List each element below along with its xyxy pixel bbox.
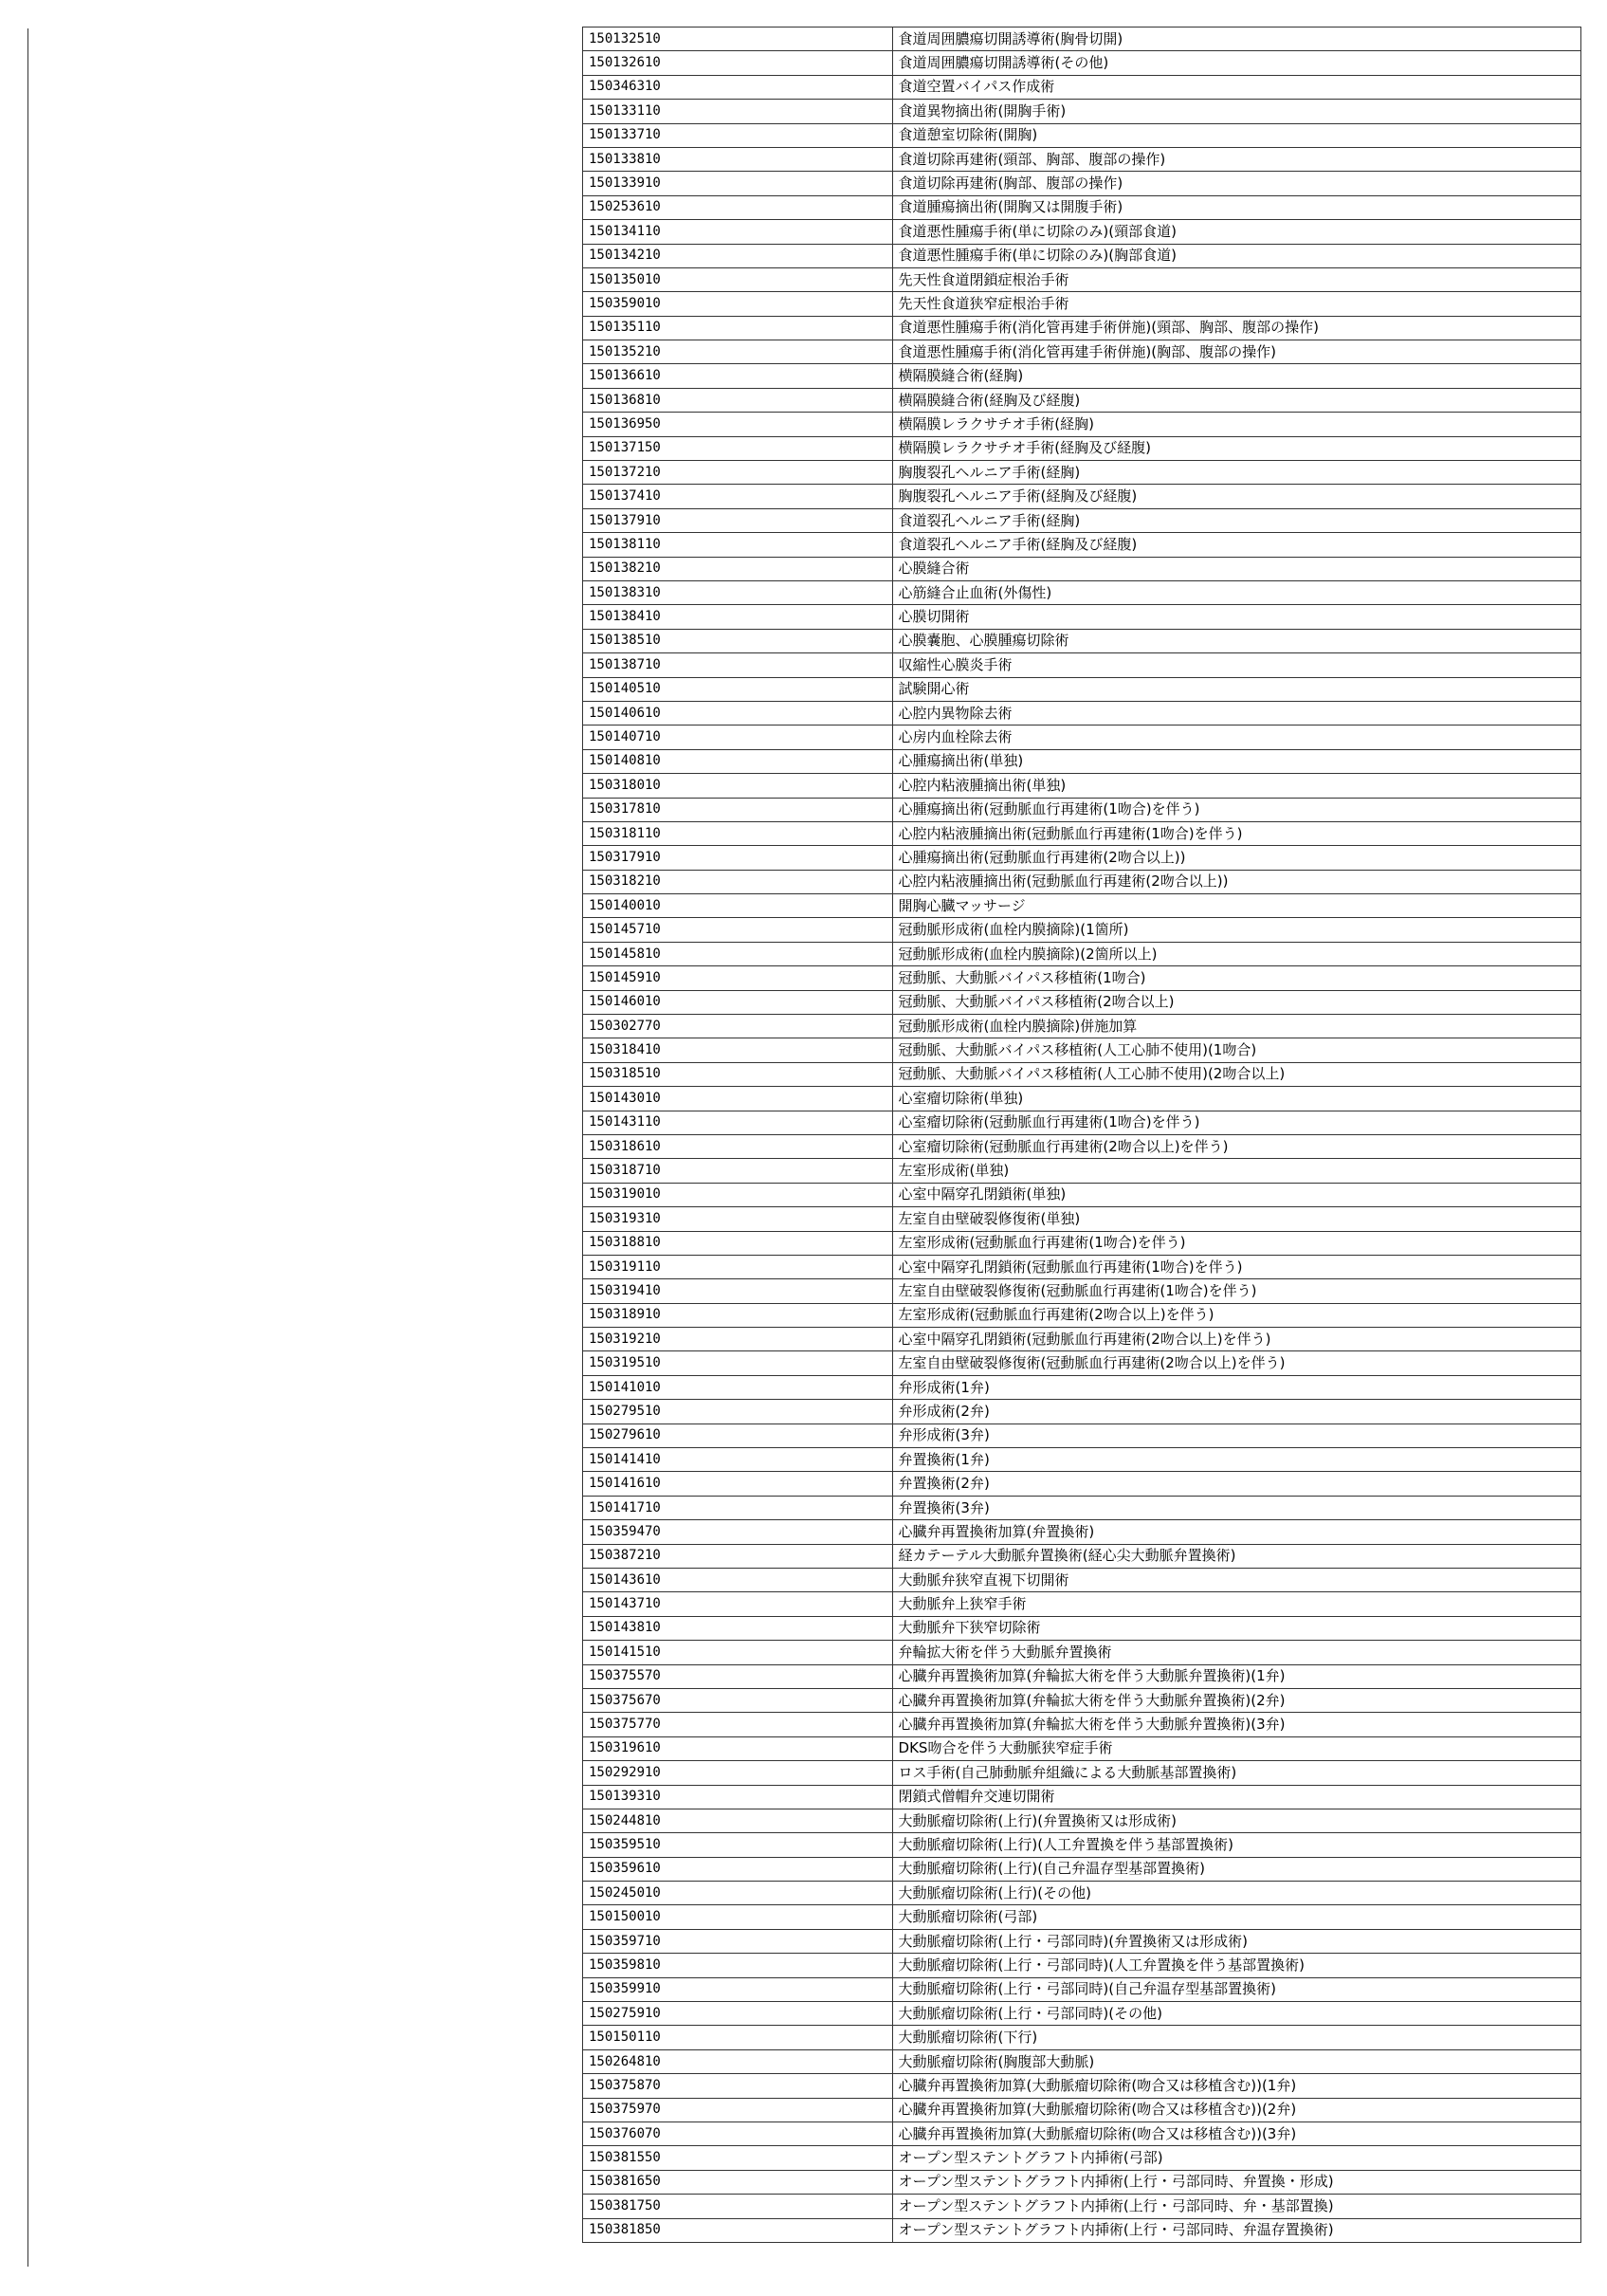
procedure-code-cell: 150138410 xyxy=(583,605,893,629)
procedure-name-cell: 食道悪性腫瘍手術(消化管再建手術併施)(頸部、胸部、腹部の操作) xyxy=(892,316,1580,340)
table-row xyxy=(583,1424,1581,1447)
table-row xyxy=(583,701,1581,725)
procedure-code-cell: 150244810 xyxy=(583,1809,893,1832)
procedure-code-cell: 150136810 xyxy=(583,388,893,412)
procedure-code-cell: 150145810 xyxy=(583,942,893,965)
procedure-code-cell: 150359710 xyxy=(583,1929,893,1953)
procedure-code-cell: 150140010 xyxy=(583,894,893,918)
procedure-code-cell: 150138510 xyxy=(583,629,893,652)
table-row xyxy=(583,1375,1581,1399)
table-row xyxy=(583,1664,1581,1688)
procedure-name-cell: 冠動脈、大動脈バイパス移植術(2吻合以上) xyxy=(892,990,1580,1014)
procedure-code-cell: 150143810 xyxy=(583,1616,893,1640)
table-row xyxy=(583,292,1581,316)
procedure-code-cell: 150137410 xyxy=(583,485,893,508)
table-row xyxy=(583,629,1581,652)
procedure-code-cell: 150136610 xyxy=(583,364,893,388)
procedure-code-cell: 150137210 xyxy=(583,461,893,485)
procedure-code-cell: 150319310 xyxy=(583,1207,893,1231)
procedure-name-cell: 横隔膜縫合術(経胸及び経腹) xyxy=(892,388,1580,412)
procedure-code-cell: 150318910 xyxy=(583,1303,893,1327)
procedure-name-cell: 心臓弁再置換術加算(弁輪拡大術を伴う大動脈弁置換術)(3弁) xyxy=(892,1713,1580,1736)
procedure-name-cell: 心腔内粘液腫摘出術(冠動脈血行再建術(1吻合)を伴う) xyxy=(892,821,1580,845)
procedure-code-cell: 150140610 xyxy=(583,701,893,725)
procedure-code-cell: 150359470 xyxy=(583,1520,893,1544)
procedure-code-cell: 150132510 xyxy=(583,28,893,51)
procedure-code-cell: 150141710 xyxy=(583,1496,893,1519)
procedure-code-table xyxy=(582,27,1581,2243)
table-row xyxy=(583,1111,1581,1134)
procedure-name-cell: 弁輪拡大術を伴う大動脈弁置換術 xyxy=(892,1641,1580,1664)
procedure-name-cell: 食道腫瘍摘出術(開胸又は開腹手術) xyxy=(892,195,1580,219)
table-row xyxy=(583,580,1581,604)
procedure-code-cell: 150318610 xyxy=(583,1134,893,1158)
procedure-code-cell: 150143610 xyxy=(583,1569,893,1592)
table-row xyxy=(583,1328,1581,1351)
procedure-name-cell: 弁形成術(2弁) xyxy=(892,1400,1580,1424)
procedure-name-cell: 左室自由壁破裂修復術(冠動脈血行再建術(2吻合以上)を伴う) xyxy=(892,1351,1580,1375)
procedure-name-cell: 食道周囲膿瘍切開誘導術(その他) xyxy=(892,51,1580,75)
table-row xyxy=(583,1833,1581,1857)
procedure-code-cell: 150319410 xyxy=(583,1279,893,1303)
table-row xyxy=(583,1472,1581,1496)
table-row xyxy=(583,774,1581,798)
procedure-code-cell: 150346310 xyxy=(583,75,893,99)
table-row xyxy=(583,244,1581,267)
table-row xyxy=(583,2195,1581,2218)
procedure-name-cell: 心膜嚢胞、心膜腫瘍切除術 xyxy=(892,629,1580,652)
procedure-code-cell: 150132610 xyxy=(583,51,893,75)
procedure-name-cell: 冠動脈形成術(血栓内膜摘除)併施加算 xyxy=(892,1015,1580,1038)
procedure-name-cell: 大動脈瘤切除術(上行・弓部同時)(その他) xyxy=(892,2002,1580,2026)
table-row xyxy=(583,1087,1581,1111)
procedure-name-cell: 心膜切開術 xyxy=(892,605,1580,629)
table-row xyxy=(583,1448,1581,1472)
procedure-code-cell: 150137150 xyxy=(583,436,893,460)
procedure-name-cell: 弁形成術(3弁) xyxy=(892,1424,1580,1447)
table-row xyxy=(583,870,1581,893)
procedure-name-cell: 大動脈瘤切除術(上行)(弁置換術又は形成術) xyxy=(892,1809,1580,1832)
table-row xyxy=(583,1134,1581,1158)
procedure-name-cell: オープン型ステントグラフト内挿術(弓部) xyxy=(892,2146,1580,2170)
procedure-code-cell: 150319110 xyxy=(583,1255,893,1278)
procedure-name-cell: 大動脈瘤切除術(上行・弓部同時)(自己弁温存型基部置換術) xyxy=(892,1977,1580,2001)
table-row xyxy=(583,1015,1581,1038)
procedure-name-cell: 開胸心臓マッサージ xyxy=(892,894,1580,918)
table-row xyxy=(583,147,1581,171)
procedure-code-cell: 150359910 xyxy=(583,1977,893,2001)
procedure-code-cell: 150318210 xyxy=(583,870,893,893)
procedure-name-cell: 左室形成術(冠動脈血行再建術(1吻合)を伴う) xyxy=(892,1231,1580,1255)
procedure-code-cell: 150375870 xyxy=(583,2074,893,2098)
table-row xyxy=(583,388,1581,412)
table-row xyxy=(583,1857,1581,1881)
procedure-name-cell: 心臓弁再置換術加算(大動脈瘤切除術(吻合又は移植含む))(1弁) xyxy=(892,2074,1580,2098)
table-row xyxy=(583,1400,1581,1424)
procedure-name-cell: 大動脈瘤切除術(上行)(自己弁温存型基部置換術) xyxy=(892,1857,1580,1881)
table-row xyxy=(583,1207,1581,1231)
procedure-name-cell: DKS吻合を伴う大動脈狭窄症手術 xyxy=(892,1736,1580,1760)
procedure-code-cell: 150317910 xyxy=(583,846,893,870)
procedure-code-cell: 150359010 xyxy=(583,292,893,316)
table-row xyxy=(583,1159,1581,1183)
procedure-name-cell: 左室自由壁破裂修復術(冠動脈血行再建術(1吻合)を伴う) xyxy=(892,1279,1580,1303)
table-row xyxy=(583,1183,1581,1206)
procedure-name-cell: オープン型ステントグラフト内挿術(上行・弓部同時、弁置換・形成) xyxy=(892,2170,1580,2194)
table-row xyxy=(583,2074,1581,2098)
procedure-name-cell: 心腔内粘液腫摘出術(単独) xyxy=(892,774,1580,798)
table-row xyxy=(583,1736,1581,1760)
procedure-code-cell: 150140810 xyxy=(583,749,893,773)
table-row xyxy=(583,798,1581,821)
procedure-code-cell: 150381650 xyxy=(583,2170,893,2194)
procedure-name-cell: 心房内血栓除去術 xyxy=(892,726,1580,749)
table-row xyxy=(583,485,1581,508)
procedure-code-cell: 150134110 xyxy=(583,220,893,244)
procedure-code-cell: 150135210 xyxy=(583,340,893,364)
procedure-name-cell: 胸腹裂孔ヘルニア手術(経胸) xyxy=(892,461,1580,485)
table-row xyxy=(583,2026,1581,2049)
procedure-name-cell: 弁置換術(2弁) xyxy=(892,1472,1580,1496)
table-row xyxy=(583,653,1581,677)
table-row xyxy=(583,1905,1581,1929)
procedure-name-cell: 食道裂孔ヘルニア手術(経胸及び経腹) xyxy=(892,533,1580,557)
procedure-code-cell: 150138710 xyxy=(583,653,893,677)
procedure-code-cell: 150318510 xyxy=(583,1062,893,1086)
procedure-code-cell: 150359510 xyxy=(583,1833,893,1857)
table-row xyxy=(583,2122,1581,2145)
procedure-name-cell: 食道空置バイパス作成術 xyxy=(892,75,1580,99)
procedure-code-cell: 150146010 xyxy=(583,990,893,1014)
procedure-code-cell: 150137910 xyxy=(583,508,893,532)
procedure-code-cell: 150387210 xyxy=(583,1544,893,1568)
procedure-code-cell: 150381850 xyxy=(583,2218,893,2242)
procedure-name-cell: 心筋縫合止血術(外傷性) xyxy=(892,580,1580,604)
table-row xyxy=(583,1520,1581,1544)
procedure-code-cell: 150143110 xyxy=(583,1111,893,1134)
table-row xyxy=(583,1255,1581,1278)
procedure-code-cell: 150318110 xyxy=(583,821,893,845)
procedure-code-cell: 150359610 xyxy=(583,1857,893,1881)
procedure-code-cell: 150292910 xyxy=(583,1761,893,1785)
procedure-name-cell: 食道憩室切除術(開胸) xyxy=(892,123,1580,147)
procedure-name-cell: ロス手術(自己肺動脈弁組織による大動脈基部置換術) xyxy=(892,1761,1580,1785)
table-row xyxy=(583,1713,1581,1736)
procedure-name-cell: 大動脈弁狭窄直視下切開術 xyxy=(892,1569,1580,1592)
procedure-code-cell: 150143710 xyxy=(583,1592,893,1616)
table-row xyxy=(583,75,1581,99)
procedure-code-cell: 150375770 xyxy=(583,1713,893,1736)
procedure-code-cell: 150139310 xyxy=(583,1785,893,1809)
procedure-name-cell: 心臓弁再置換術加算(弁輪拡大術を伴う大動脈弁置換術)(1弁) xyxy=(892,1664,1580,1688)
table-row xyxy=(583,2218,1581,2242)
table-row xyxy=(583,1954,1581,1977)
table-row xyxy=(583,1809,1581,1832)
table-row xyxy=(583,123,1581,147)
procedure-name-cell: 横隔膜レラクサチオ手術(経胸) xyxy=(892,413,1580,436)
procedure-name-cell: 心腫瘍摘出術(冠動脈血行再建術(2吻合以上)) xyxy=(892,846,1580,870)
procedure-code-cell: 150318710 xyxy=(583,1159,893,1183)
table-row xyxy=(583,821,1581,845)
table-row xyxy=(583,533,1581,557)
table-row xyxy=(583,2002,1581,2026)
procedure-code-cell: 150136950 xyxy=(583,413,893,436)
procedure-name-cell: 大動脈瘤切除術(胸腹部大動脈) xyxy=(892,2049,1580,2073)
table-row xyxy=(583,966,1581,990)
procedure-name-cell: 心室中隔穿孔閉鎖術(冠動脈血行再建術(1吻合)を伴う) xyxy=(892,1255,1580,1278)
procedure-code-cell: 150138210 xyxy=(583,557,893,580)
table-row xyxy=(583,1569,1581,1592)
procedure-code-cell: 150133910 xyxy=(583,172,893,195)
procedure-name-cell: 食道切除再建術(頸部、胸部、腹部の操作) xyxy=(892,147,1580,171)
table-row xyxy=(583,195,1581,219)
procedure-name-cell: 閉鎖式僧帽弁交連切開術 xyxy=(892,1785,1580,1809)
procedure-code-cell: 150279510 xyxy=(583,1400,893,1424)
procedure-code-cell: 150319610 xyxy=(583,1736,893,1760)
procedure-name-cell: 心腫瘍摘出術(冠動脈血行再建術(1吻合)を伴う) xyxy=(892,798,1580,821)
procedure-code-cell: 150264810 xyxy=(583,2049,893,2073)
procedure-code-cell: 150319210 xyxy=(583,1328,893,1351)
procedure-code-cell: 150140710 xyxy=(583,726,893,749)
procedure-code-cell: 150319010 xyxy=(583,1183,893,1206)
procedure-name-cell: 弁形成術(1弁) xyxy=(892,1375,1580,1399)
table-row xyxy=(583,1688,1581,1712)
table-row xyxy=(583,1279,1581,1303)
procedure-code-cell: 150150010 xyxy=(583,1905,893,1929)
procedure-code-cell: 150138110 xyxy=(583,533,893,557)
procedure-code-cell: 150133810 xyxy=(583,147,893,171)
table-row xyxy=(583,1351,1581,1375)
table-row xyxy=(583,1882,1581,1905)
procedure-name-cell: 心室中隔穿孔閉鎖術(冠動脈血行再建術(2吻合以上)を伴う) xyxy=(892,1328,1580,1351)
table-row xyxy=(583,749,1581,773)
procedure-name-cell: 大動脈弁上狭窄手術 xyxy=(892,1592,1580,1616)
procedure-name-cell: 心室中隔穿孔閉鎖術(単独) xyxy=(892,1183,1580,1206)
procedure-name-cell: 心臓弁再置換術加算(大動脈瘤切除術(吻合又は移植含む))(2弁) xyxy=(892,2098,1580,2122)
procedure-code-cell: 150135010 xyxy=(583,267,893,291)
procedure-name-cell: 横隔膜縫合術(経胸) xyxy=(892,364,1580,388)
procedure-name-cell: 心腔内異物除去術 xyxy=(892,701,1580,725)
procedure-name-cell: 冠動脈、大動脈バイパス移植術(人工心肺不使用)(1吻合) xyxy=(892,1038,1580,1062)
table-row xyxy=(583,51,1581,75)
procedure-name-cell: オープン型ステントグラフト内挿術(上行・弓部同時、弁温存置換術) xyxy=(892,2218,1580,2242)
procedure-name-cell: 大動脈瘤切除術(上行・弓部同時)(弁置換術又は形成術) xyxy=(892,1929,1580,1953)
procedure-code-cell: 150145910 xyxy=(583,966,893,990)
procedure-code-cell: 150134210 xyxy=(583,244,893,267)
table-row xyxy=(583,2098,1581,2122)
procedure-code-cell: 150275910 xyxy=(583,2002,893,2026)
table-row xyxy=(583,220,1581,244)
procedure-name-cell: 冠動脈、大動脈バイパス移植術(1吻合) xyxy=(892,966,1580,990)
table-row xyxy=(583,942,1581,965)
procedure-code-cell: 150318810 xyxy=(583,1231,893,1255)
procedure-name-cell: 冠動脈形成術(血栓内膜摘除)(1箇所) xyxy=(892,918,1580,942)
table-row xyxy=(583,508,1581,532)
procedure-code-cell: 150375970 xyxy=(583,2098,893,2122)
table-row xyxy=(583,2170,1581,2194)
procedure-name-cell: 左室形成術(単独) xyxy=(892,1159,1580,1183)
procedure-code-cell: 150381550 xyxy=(583,2146,893,2170)
procedure-name-cell: 食道悪性腫瘍手術(消化管再建手術併施)(胸部、腹部の操作) xyxy=(892,340,1580,364)
procedure-code-cell: 150141010 xyxy=(583,1375,893,1399)
procedure-name-cell: 先天性食道狭窄症根治手術 xyxy=(892,292,1580,316)
procedure-name-cell: 大動脈瘤切除術(上行・弓部同時)(人工弁置換を伴う基部置換術) xyxy=(892,1954,1580,1977)
table-row xyxy=(583,100,1581,123)
procedure-code-cell: 150133710 xyxy=(583,123,893,147)
table-row xyxy=(583,316,1581,340)
table-row xyxy=(583,918,1581,942)
table-row xyxy=(583,1303,1581,1327)
procedure-name-cell: 心腫瘍摘出術(単独) xyxy=(892,749,1580,773)
procedure-name-cell: 胸腹裂孔ヘルニア手術(経胸及び経腹) xyxy=(892,485,1580,508)
procedure-name-cell: 試験開心術 xyxy=(892,677,1580,701)
table-row xyxy=(583,364,1581,388)
procedure-code-cell: 150135110 xyxy=(583,316,893,340)
procedure-code-cell: 150133110 xyxy=(583,100,893,123)
procedure-code-cell: 150150110 xyxy=(583,2026,893,2049)
procedure-name-cell: 弁置換術(1弁) xyxy=(892,1448,1580,1472)
procedure-code-cell: 150253610 xyxy=(583,195,893,219)
table-row xyxy=(583,677,1581,701)
procedure-name-cell: 心臓弁再置換術加算(弁輪拡大術を伴う大動脈弁置換術)(2弁) xyxy=(892,1688,1580,1712)
table-row xyxy=(583,990,1581,1014)
procedure-name-cell: オープン型ステントグラフト内挿術(上行・弓部同時、弁・基部置換) xyxy=(892,2195,1580,2218)
procedure-name-cell: 横隔膜レラクサチオ手術(経胸及び経腹) xyxy=(892,436,1580,460)
table-row xyxy=(583,1616,1581,1640)
procedure-code-cell: 150138310 xyxy=(583,580,893,604)
procedure-code-cell: 150319510 xyxy=(583,1351,893,1375)
procedure-name-cell: 冠動脈、大動脈バイパス移植術(人工心肺不使用)(2吻合以上) xyxy=(892,1062,1580,1086)
procedure-name-cell: 大動脈瘤切除術(上行)(人工弁置換を伴う基部置換術) xyxy=(892,1833,1580,1857)
table-row xyxy=(583,1977,1581,2001)
table-row xyxy=(583,726,1581,749)
table-row xyxy=(583,846,1581,870)
table-row xyxy=(583,1544,1581,1568)
table-row xyxy=(583,1761,1581,1785)
procedure-name-cell: 食道周囲膿瘍切開誘導術(胸骨切開) xyxy=(892,28,1580,51)
procedure-name-cell: 弁置換術(3弁) xyxy=(892,1496,1580,1519)
procedure-name-cell: 心室瘤切除術(冠動脈血行再建術(1吻合)を伴う) xyxy=(892,1111,1580,1134)
procedure-name-cell: 大動脈瘤切除術(弓部) xyxy=(892,1905,1580,1929)
procedure-name-cell: 心膜縫合術 xyxy=(892,557,1580,580)
table-row xyxy=(583,1592,1581,1616)
table-row xyxy=(583,1929,1581,1953)
table-row xyxy=(583,1785,1581,1809)
table-row xyxy=(583,436,1581,460)
table-row xyxy=(583,1062,1581,1086)
table-body xyxy=(583,28,1581,2243)
procedure-code-cell: 150302770 xyxy=(583,1015,893,1038)
table-row xyxy=(583,28,1581,51)
procedure-name-cell: 大動脈弁下狭窄切除術 xyxy=(892,1616,1580,1640)
procedure-name-cell: 食道悪性腫瘍手術(単に切除のみ)(頸部食道) xyxy=(892,220,1580,244)
procedure-name-cell: 大動脈瘤切除術(上行)(その他) xyxy=(892,1882,1580,1905)
table-row xyxy=(583,340,1581,364)
procedure-code-cell: 150141610 xyxy=(583,1472,893,1496)
procedure-code-cell: 150143010 xyxy=(583,1087,893,1111)
procedure-code-cell: 150318410 xyxy=(583,1038,893,1062)
table-row xyxy=(583,605,1581,629)
table-row xyxy=(583,2146,1581,2170)
procedure-name-cell: 左室形成術(冠動脈血行再建術(2吻合以上)を伴う) xyxy=(892,1303,1580,1327)
procedure-name-cell: 冠動脈形成術(血栓内膜摘除)(2箇所以上) xyxy=(892,942,1580,965)
procedure-name-cell: 大動脈瘤切除術(下行) xyxy=(892,2026,1580,2049)
procedure-code-cell: 150381750 xyxy=(583,2195,893,2218)
table-row xyxy=(583,172,1581,195)
procedure-name-cell: 先天性食道閉鎖症根治手術 xyxy=(892,267,1580,291)
procedure-code-cell: 150359810 xyxy=(583,1954,893,1977)
procedure-code-cell: 150141510 xyxy=(583,1641,893,1664)
procedure-name-cell: 左室自由壁破裂修復術(単独) xyxy=(892,1207,1580,1231)
procedure-code-cell: 150245010 xyxy=(583,1882,893,1905)
procedure-code-cell: 150140510 xyxy=(583,677,893,701)
procedure-name-cell: 心臓弁再置換術加算(弁置換術) xyxy=(892,1520,1580,1544)
table-row xyxy=(583,894,1581,918)
procedure-name-cell: 食道切除再建術(胸部、腹部の操作) xyxy=(892,172,1580,195)
table-row xyxy=(583,461,1581,485)
table-row xyxy=(583,1038,1581,1062)
left-margin-rule xyxy=(27,28,28,2267)
table-row xyxy=(583,1496,1581,1519)
procedure-name-cell: 食道悪性腫瘍手術(単に切除のみ)(胸部食道) xyxy=(892,244,1580,267)
procedure-name-cell: 心腔内粘液腫摘出術(冠動脈血行再建術(2吻合以上)) xyxy=(892,870,1580,893)
table-row xyxy=(583,1641,1581,1664)
table-row xyxy=(583,1231,1581,1255)
procedure-name-cell: 心室瘤切除術(単独) xyxy=(892,1087,1580,1111)
procedure-code-cell: 150375670 xyxy=(583,1688,893,1712)
procedure-name-cell: 心臓弁再置換術加算(大動脈瘤切除術(吻合又は移植含む))(3弁) xyxy=(892,2122,1580,2145)
procedure-code-cell: 150141410 xyxy=(583,1448,893,1472)
procedure-code-cell: 150145710 xyxy=(583,918,893,942)
table-row xyxy=(583,267,1581,291)
procedure-code-cell: 150376070 xyxy=(583,2122,893,2145)
procedure-code-cell: 150279610 xyxy=(583,1424,893,1447)
procedure-name-cell: 心室瘤切除術(冠動脈血行再建術(2吻合以上)を伴う) xyxy=(892,1134,1580,1158)
procedure-code-cell: 150317810 xyxy=(583,798,893,821)
procedure-code-cell: 150375570 xyxy=(583,1664,893,1688)
table-row xyxy=(583,413,1581,436)
table-row xyxy=(583,2049,1581,2073)
procedure-name-cell: 経カテーテル大動脈弁置換術(経心尖大動脈弁置換術) xyxy=(892,1544,1580,1568)
procedure-name-cell: 収縮性心膜炎手術 xyxy=(892,653,1580,677)
procedure-code-cell: 150318010 xyxy=(583,774,893,798)
procedure-name-cell: 食道裂孔ヘルニア手術(経胸) xyxy=(892,508,1580,532)
table-row xyxy=(583,557,1581,580)
procedure-name-cell: 食道異物摘出術(開胸手術) xyxy=(892,100,1580,123)
